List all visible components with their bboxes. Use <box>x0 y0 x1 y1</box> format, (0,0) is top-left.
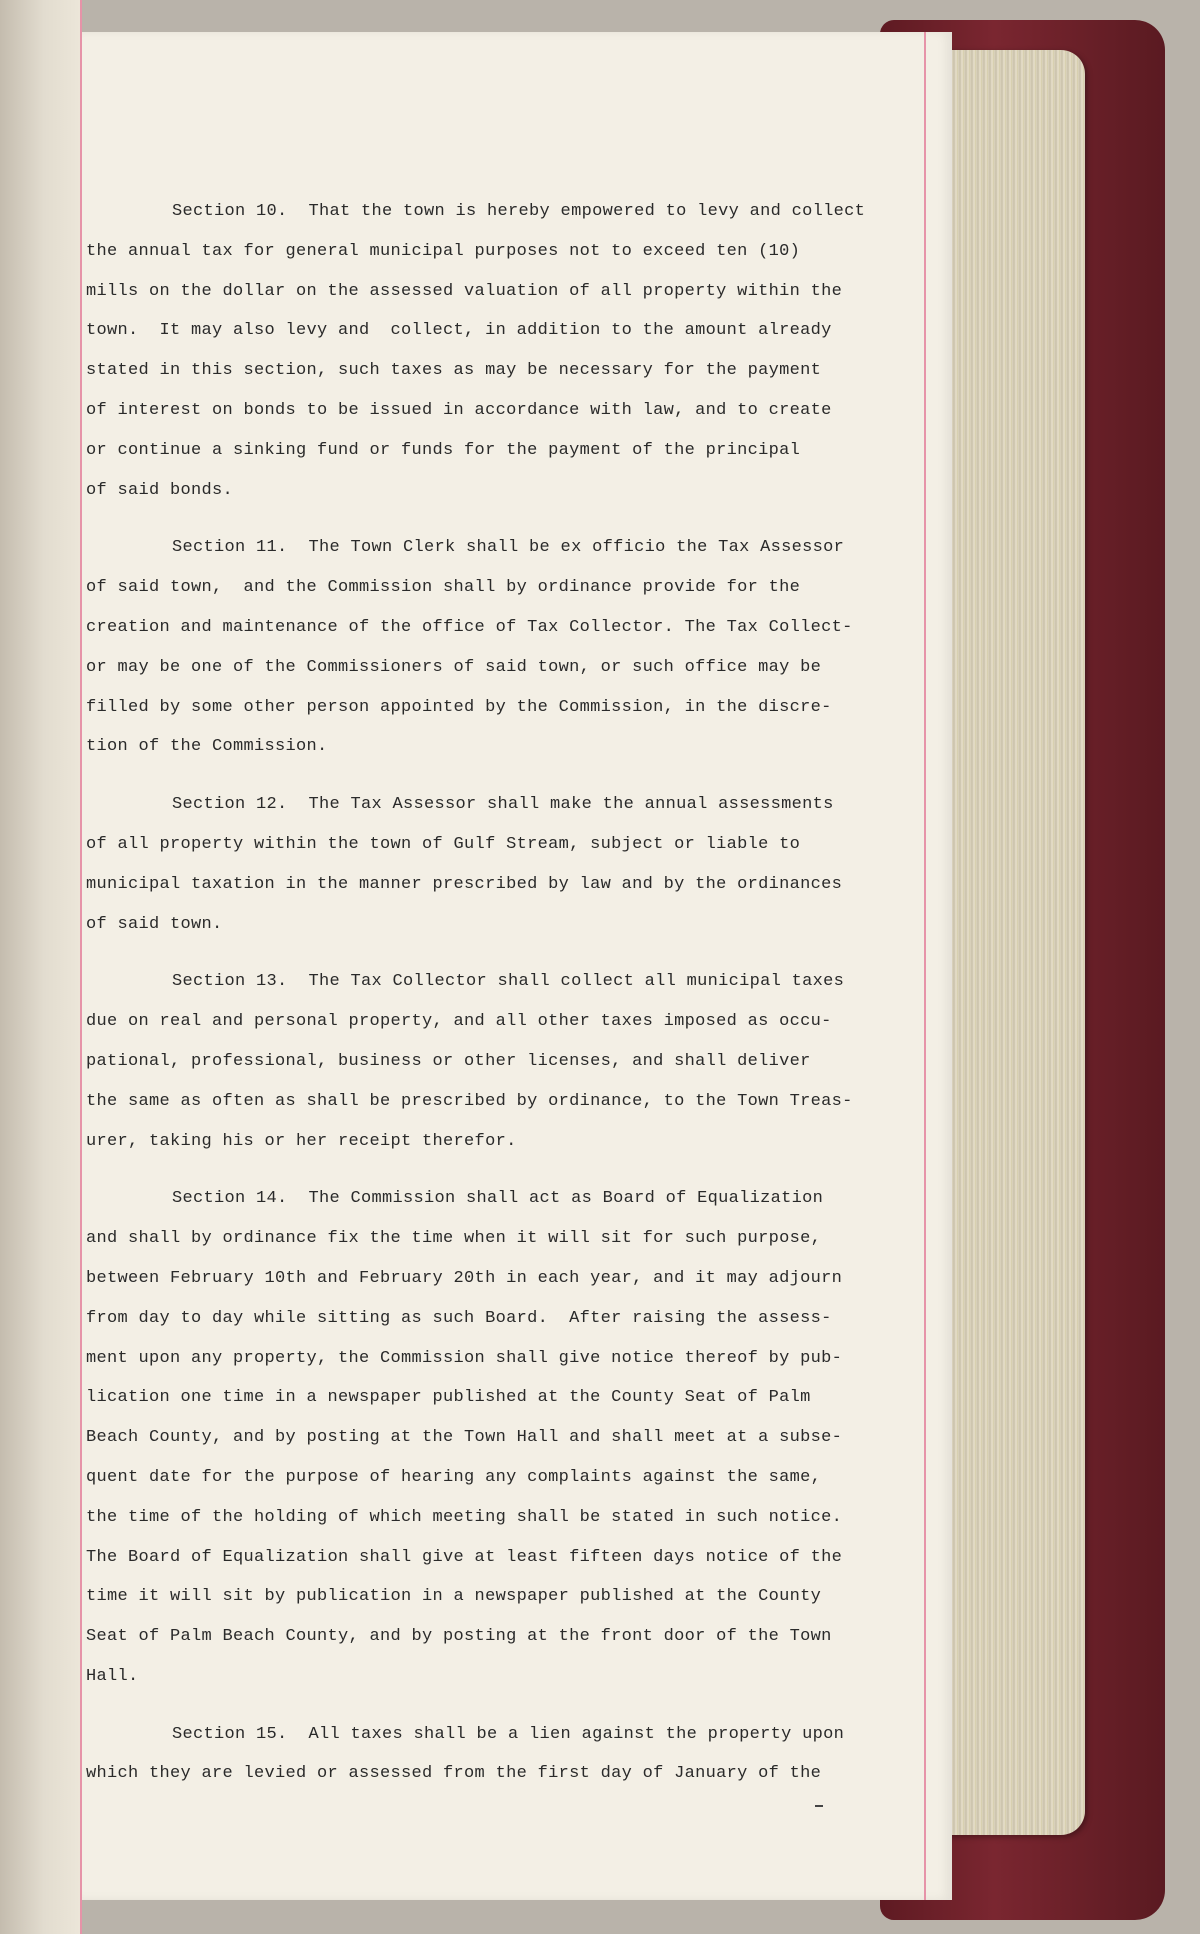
section-11-line: of said town, and the Commission shall by ordinance provide for the <box>86 578 801 598</box>
page-edges <box>940 50 1085 1835</box>
section-11-line: Section 11. The Town Clerk shall be ex officio the Tax Assessor <box>172 538 845 558</box>
paragraph-gap <box>86 510 938 528</box>
section-13-line: urer, taking his or her receipt therefor. <box>86 1131 517 1151</box>
paragraph-gap <box>86 944 938 962</box>
section-10-line: the annual tax for general municipal purposes not to exceed ten (10) <box>86 241 801 261</box>
section-11-line: or may be one of the Commissioners of said town, or such office may be <box>86 657 822 677</box>
section-10-line: town. It may also levy and collect, in addition to the amount already <box>86 321 832 341</box>
typed-text-body <box>86 192 938 1794</box>
section-14-line: Seat of Palm Beach County, and by posting at the front door of the Town <box>86 1627 832 1647</box>
section-12-line: Section 12. The Tax Assessor shall make the annual assessments <box>172 795 834 815</box>
section-14-line: between February 10th and February 20th in each year, and it may adjourn <box>86 1268 843 1288</box>
section-11-line: creation and maintenance of the office of Tax Collector. The Tax Collect- <box>86 617 853 637</box>
section-13-line: the same as often as shall be prescribed by ordinance, to the Town Treas- <box>86 1091 853 1111</box>
section-14-line: time it will sit by publication in a newspaper published at the County <box>86 1587 822 1607</box>
section-12-line: municipal taxation in the manner prescribed by law and by the ordinances <box>86 874 843 894</box>
section-14-line: Hall. <box>86 1666 139 1686</box>
section-13-line: pational, professional, business or other licenses, and shall deliver <box>86 1051 811 1071</box>
section-14-line: The Board of Equalization shall give at least fifteen days notice of the <box>86 1547 843 1567</box>
paragraph-gap <box>86 1697 938 1715</box>
facing-page-edge <box>0 0 80 1934</box>
stray-mark <box>815 1805 823 1807</box>
section-14-line: ment upon any property, the Commission shall give notice thereof by pub- <box>86 1348 843 1368</box>
section-14-line: lication one time in a newspaper published at the County Seat of Palm <box>86 1388 811 1408</box>
section-12-line: of said town. <box>86 914 223 934</box>
section-15-line: which they are levied or assessed from the first day of January of the <box>86 1764 822 1784</box>
section-10-line: Section 10. That the town is hereby empowered to levy and collect <box>172 202 866 221</box>
section-10-line: of said bonds. <box>86 480 234 500</box>
section-10-line: mills on the dollar on the assessed valuation of all property within the <box>86 281 843 301</box>
section-10-line: or continue a sinking fund or funds for the payment of the principal <box>86 440 801 460</box>
section-14-line: Section 14. The Commission shall act as Board of Equalization <box>172 1189 824 1209</box>
section-14-line: the time of the holding of which meeting shall be stated in such notice. <box>86 1507 843 1527</box>
section-11-line: tion of the Commission. <box>86 737 328 757</box>
section-10-line: stated in this section, such taxes as may be necessary for the payment <box>86 361 822 381</box>
section-10-line: of interest on bonds to be issued in accordance with law, and to create <box>86 400 832 420</box>
section-13-line: due on real and personal property, and all other taxes imposed as occu- <box>86 1012 832 1032</box>
paragraph-gap <box>86 767 938 785</box>
left-margin-rule <box>80 0 82 1934</box>
paragraph-gap <box>86 1161 938 1179</box>
section-14-line: Beach County, and by posting at the Town Hall and shall meet at a subse- <box>86 1428 843 1448</box>
section-13-line: Section 13. The Tax Collector shall collect all municipal taxes <box>172 972 845 992</box>
section-12-line: of all property within the town of Gulf Stream, subject or liable to <box>86 834 801 854</box>
section-14-line: from day to day while sitting as such Board. After raising the assess- <box>86 1308 832 1328</box>
section-14-line: quent date for the purpose of hearing any complaints against the same, <box>86 1467 822 1487</box>
section-11-line: filled by some other person appointed by the Commission, in the discre- <box>86 697 832 717</box>
section-15-line: Section 15. All taxes shall be a lien against the property upon <box>172 1724 845 1744</box>
section-14-line: and shall by ordinance fix the time when it will sit for such purpose, <box>86 1229 822 1249</box>
